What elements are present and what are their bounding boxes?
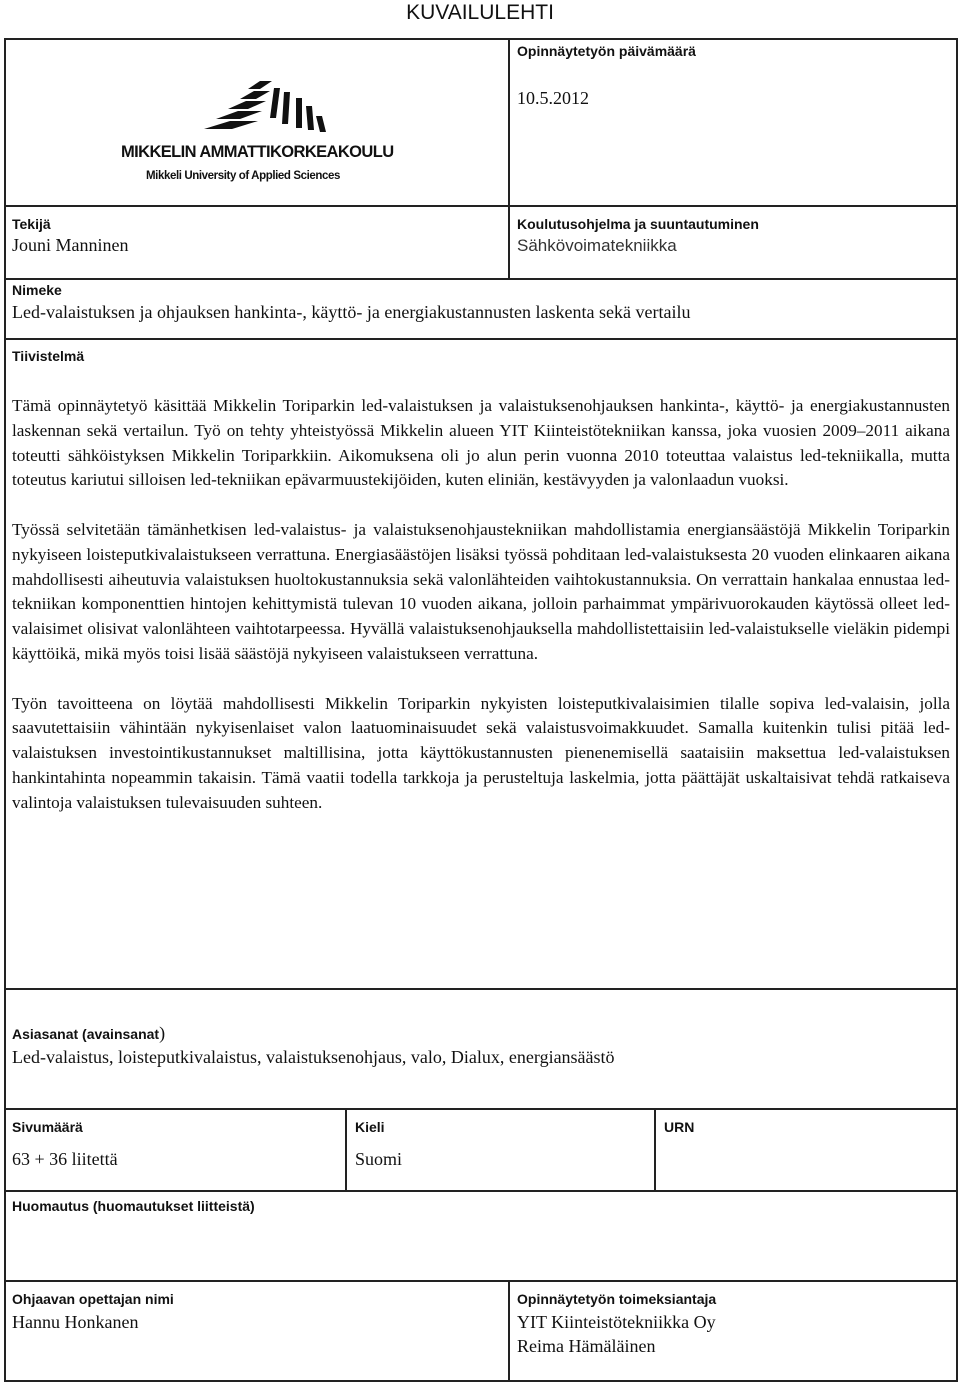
date-label: Opinnäytetyön päivämäärä	[517, 43, 696, 59]
date-value: 10.5.2012	[517, 88, 589, 108]
client-label: Opinnäytetyön toimeksiantaja	[517, 1291, 717, 1307]
language-value: Suomi	[355, 1149, 403, 1169]
divider	[4, 1108, 958, 1110]
pages-label: Sivumäärä	[12, 1119, 83, 1135]
keywords-label-row	[12, 1022, 165, 1044]
divider	[508, 38, 510, 278]
divider	[4, 338, 958, 340]
keywords-paren: )	[159, 1023, 166, 1043]
divider	[4, 278, 958, 280]
divider	[4, 1280, 958, 1282]
author-value: Jouni Manninen	[12, 235, 129, 255]
supervisor-value: Hannu Honkanen	[12, 1312, 139, 1332]
abstract-paragraph: Työssä selvitetään tämänhetkisen led-valaistus- ja valaistuksenohjaustekniikan mahdollistamia energiansäästöjä Mikkelin Toriparkin nykyiseen loisteputkivalaistukseen verrattuna. Energiasäästöjen lisäksi työssä pohditaan led-valaistuksesta 20 vuoden elinkaaren aikana mahdollisesti aiheutuvia valaistuksen huoltokustannuksia sekä valonlähteiden vaihtokustannuksia. On verrattain hankalaa ennustaa led-tekniikan komponenttien hintojen kehittymistä tulevan 10 vuoden aikana, jolloin parhaimmat ympärivuorokauden käytössä olleet led-valaisimet olisivat valonlähteen vaihtotarpeessa. Hyvällä valaistuksenohjauksella mahdollistettaisiin led-valaistukselle vieläkin pidempi käyttöikä, mikä myös toisi lisää säästöjä nykyiseen valaistukseen verrattuna.	[12, 519, 950, 663]
abstract-paragraph: Työn tavoitteena on löytää mahdollisesti Mikkelin Toriparkin nykyisten loisteputkivalaisimien tilalle sopiva led-valaisin, jolla saavutettaisiin vähintään nykyisenlaiset valon laatuominaisuudet sekä valaistusvoimakkuudet. Samalla kuitenkin tulisi pitää led-valaistuksen investointikustannukset maltillisina, jotta käyttökustannusten pienenemisellä saataisiin maksettua led-valaistuksen hankintahinta nopeammin takaisin. Tämä vaatii todella tarkkoja ja perusteltuja laskelmia, jotta päättäjät uskaltaisivat tehdä ratkaiseva valintoja valaistuksen tulevaisuuden suhteen.	[12, 693, 950, 812]
client-contact: Reima Hämäläinen	[517, 1336, 656, 1356]
programme-label: Koulutusohjelma ja suuntautuminen	[517, 216, 759, 232]
page-title: KUVAILULEHTI	[406, 1, 554, 24]
divider	[4, 988, 958, 990]
divider	[654, 1108, 656, 1190]
divider	[4, 205, 958, 207]
keywords-value: Led-valaistus, loisteputkivalaistus, valaistuksenohjaus, valo, Dialux, energiansäästö	[12, 1047, 615, 1067]
logo-name: MIKKELIN AMMATTIKORKEAKOULU	[121, 143, 394, 161]
divider	[508, 1280, 510, 1382]
language-label: Kieli	[355, 1119, 385, 1135]
supervisor-label: Ohjaavan opettajan nimi	[12, 1291, 174, 1307]
title-label: Nimeke	[12, 282, 62, 298]
keywords-label: Asiasanat (avainsanat	[12, 1026, 160, 1042]
abstract-body	[12, 394, 950, 840]
abstract-paragraph: Tämä opinnäytetyö käsittää Mikkelin Toriparkin led-valaistuksen ja valaistuksenohjauksen hankinta-, käyttö- ja energiakustannusten laskennan sekä vertailun. Työ on tehty yhteistyössä Mikkelin alueen YIT Kiinteistötekniikan kanssa, joka vuosien 2009–2011 aikana toteutti sähköistyksen Mikkelin Toriparkkiin. Aikomuksena oli jo alun perin vuonna 2010 toteuttaa valaistus led-tekniikalla, mutta toteutus kariutui silloisen led-tekniikan epävarmuustekijöiden, kuten eliniän, kestävyyden ja valonlaadun vuoksi.	[12, 396, 950, 490]
pages-value: 63 + 36 liitettä	[12, 1149, 118, 1169]
notes-label: Huomautus (huomautukset liitteistä)	[12, 1198, 255, 1214]
divider	[345, 1108, 347, 1190]
title-value: Led-valaistuksen ja ohjauksen hankinta-, käyttö- ja energiakustannusten laskenta sekä vertailu	[12, 302, 691, 322]
programme-value: Sähkövoimatekniikka	[517, 236, 677, 255]
author-label: Tekijä	[12, 216, 51, 232]
book-wings-icon	[110, 78, 394, 186]
university-logo	[110, 78, 394, 186]
abstract-label: Tiivistelmä	[12, 348, 85, 364]
urn-label: URN	[664, 1119, 695, 1135]
logo-subtitle: Mikkeli University of Applied Sciences	[146, 170, 341, 182]
divider	[4, 1190, 958, 1192]
client-company: YIT Kiinteistötekniikka Oy	[517, 1312, 716, 1332]
